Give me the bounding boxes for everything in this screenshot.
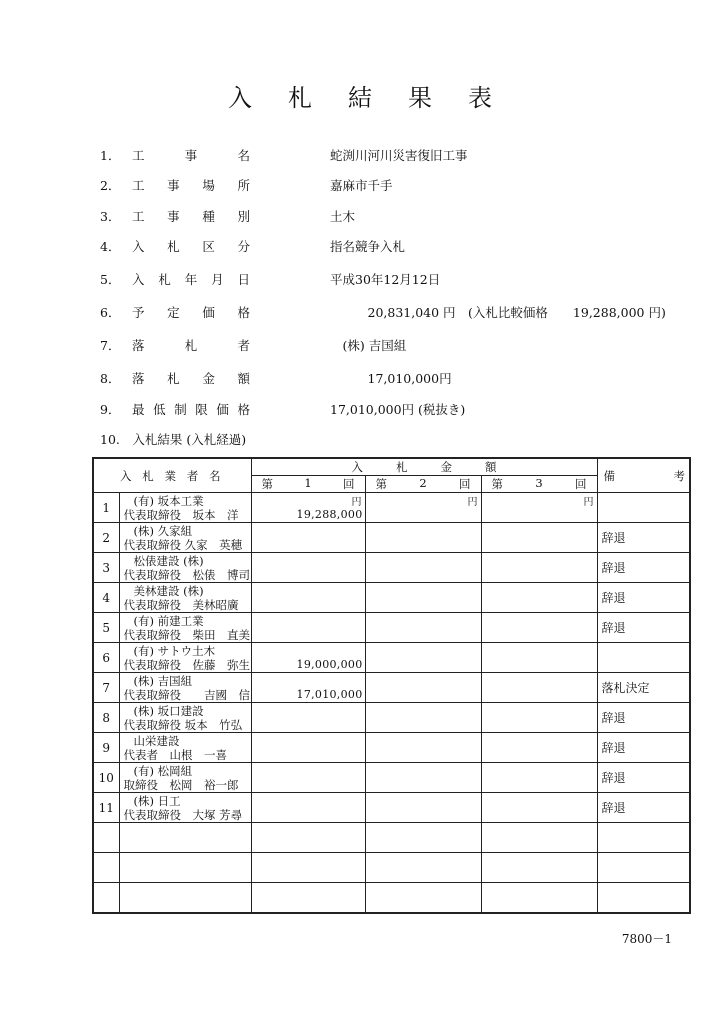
info-row	[100, 176, 700, 196]
remarks	[597, 493, 690, 523]
info-row	[100, 237, 700, 257]
remarks	[597, 853, 690, 883]
remarks: 辞退	[597, 613, 690, 643]
remarks: 落札決定	[597, 673, 690, 703]
row-number: 1	[93, 493, 119, 523]
bid-amount-round-1	[251, 703, 365, 733]
company-name: (株) 吉国組	[133, 673, 193, 688]
bid-value: 17,010,000	[296, 688, 363, 701]
info-number: 2．	[100, 178, 121, 193]
bid-amount-round-3	[481, 643, 597, 673]
table-row	[93, 703, 690, 733]
representative-name: 代表取締役 美林昭廣	[123, 597, 239, 612]
remarks	[597, 643, 690, 673]
bid-amount-round-3	[481, 823, 597, 853]
row-number	[93, 883, 119, 913]
info-number: 4．	[100, 239, 121, 254]
info-label: 工 事 場 所	[132, 178, 250, 193]
bid-amount-round-1	[251, 523, 365, 553]
info-row	[100, 207, 700, 227]
col-header-company: 入 札 業 者 名	[93, 458, 251, 493]
yen-unit: 円	[351, 497, 362, 508]
row-number: 6	[93, 643, 119, 673]
bid-amount-round-1	[251, 733, 365, 763]
bidder-name	[119, 523, 251, 553]
row-number: 8	[93, 703, 119, 733]
info-value: (株) 吉国組	[330, 338, 407, 353]
footer-code: 7800－1	[621, 932, 672, 946]
info-value: 嘉麻市千手	[330, 178, 393, 193]
representative-name: 代表取締役 佐藤 弥生	[123, 657, 250, 672]
company-name: (株) 日工	[133, 793, 181, 808]
company-name: 松俵建設 (株)	[133, 553, 204, 568]
bid-amount-round-1	[251, 613, 365, 643]
bid-amount-round-1	[251, 643, 365, 673]
info-value: 指名競争入札	[330, 239, 406, 254]
bid-amount-round-3	[481, 853, 597, 883]
info-label: 入 札 年 月 日	[132, 272, 250, 287]
table-row	[93, 613, 690, 643]
table-row	[93, 553, 690, 583]
representative-name: 代表者 山根 一喜	[123, 747, 227, 762]
row-number	[93, 853, 119, 883]
remarks: 辞退	[597, 553, 690, 583]
info-row	[100, 400, 700, 420]
bid-amount-round-3	[481, 673, 597, 703]
bidder-name	[119, 763, 251, 793]
representative-name: 取締役 松岡 裕一郎	[123, 777, 239, 792]
table-row	[93, 493, 690, 523]
bidder-name	[119, 703, 251, 733]
company-name: 山栄建設	[133, 733, 180, 748]
company-name: (有) 坂本工業	[133, 493, 204, 508]
table-row	[93, 583, 690, 613]
bid-amount-round-3	[481, 613, 597, 643]
col-header-amount: 入 札 金 額	[251, 458, 597, 476]
col-header-round-2: 第 2 回	[365, 476, 481, 493]
table-row	[93, 763, 690, 793]
bidder-name	[119, 883, 251, 913]
info-row	[100, 270, 700, 290]
info-value: 土木	[330, 209, 356, 224]
bid-amount-round-1	[251, 493, 365, 523]
info-number: 6．	[100, 305, 121, 320]
remarks	[597, 823, 690, 853]
table-row	[93, 643, 690, 673]
remarks: 辞退	[597, 793, 690, 823]
page-title: 入札結果表	[228, 84, 528, 112]
info-value: 17,010,000円	[330, 371, 452, 386]
bid-amount-round-2	[365, 523, 481, 553]
row-number: 9	[93, 733, 119, 763]
bid-value: 19,288,000	[296, 508, 363, 521]
bid-amount-round-2	[365, 793, 481, 823]
company-name: (株) 坂口建設	[133, 703, 204, 718]
bid-amount-round-3	[481, 883, 597, 913]
bidder-name	[119, 793, 251, 823]
representative-name: 代表取締役 坂本 洋	[123, 507, 239, 522]
bid-amount-round-2	[365, 643, 481, 673]
yen-unit: 円	[583, 497, 594, 508]
bid-value: 19,000,000	[296, 658, 363, 671]
info-number: 1．	[100, 148, 121, 163]
info-label: 最 低 制 限 価 格	[132, 402, 250, 417]
bid-amount-round-2	[365, 553, 481, 583]
bidder-name	[119, 493, 251, 523]
bid-amount-round-2	[365, 853, 481, 883]
col-header-round-1: 第 1 回	[251, 476, 365, 493]
representative-name: 代表取締役 吉國 信	[123, 687, 250, 702]
info-label: 入 札 区 分	[132, 239, 250, 254]
bidder-name	[119, 733, 251, 763]
representative-name: 代表取締役 大塚 芳尋	[123, 807, 243, 822]
info-value: 20,831,040 円 (入札比較価格 19,288,000 円)	[330, 305, 666, 320]
info-row	[100, 303, 700, 323]
section-10-heading: 10. 入札結果 (入札経過)	[100, 432, 247, 447]
bidder-name	[119, 673, 251, 703]
company-name: 美林建設 (株)	[133, 583, 204, 598]
bid-amount-round-2	[365, 673, 481, 703]
bid-amount-round-1	[251, 883, 365, 913]
remarks: 辞退	[597, 733, 690, 763]
col-header-round-3: 第 3 回	[481, 476, 597, 493]
bid-amount-round-3	[481, 793, 597, 823]
info-number: 8．	[100, 371, 121, 386]
bid-amount-round-3	[481, 763, 597, 793]
bidder-name	[119, 643, 251, 673]
bid-amount-round-3	[481, 733, 597, 763]
table-row	[93, 883, 690, 913]
bid-amount-round-1	[251, 553, 365, 583]
representative-name: 代表取締役 柴田 直美	[123, 627, 250, 642]
info-label: 予 定 価 格	[132, 305, 250, 320]
bid-amount-round-1	[251, 583, 365, 613]
info-number: 3．	[100, 209, 121, 224]
bid-amount-round-2	[365, 493, 481, 523]
bid-amount-round-2	[365, 763, 481, 793]
row-number: 2	[93, 523, 119, 553]
info-label: 工 事 名	[132, 148, 250, 163]
bidder-name	[119, 583, 251, 613]
table-row	[93, 673, 690, 703]
row-number: 11	[93, 793, 119, 823]
company-name: (株) 久家組	[133, 523, 193, 538]
bidder-name	[119, 853, 251, 883]
bid-amount-round-3	[481, 493, 597, 523]
remarks: 辞退	[597, 583, 690, 613]
info-label: 落 札 者	[132, 338, 250, 353]
bid-amount-round-1	[251, 823, 365, 853]
company-name: (有) サトウ土木	[133, 643, 216, 658]
table-row	[93, 823, 690, 853]
company-name: (有) 松岡組	[133, 763, 193, 778]
info-value: 平成30年12月12日	[330, 272, 441, 287]
bid-amount-round-1	[251, 793, 365, 823]
bidder-name	[119, 823, 251, 853]
representative-name: 代表取締役 坂本 竹弘	[123, 717, 243, 732]
bid-amount-round-3	[481, 703, 597, 733]
bid-results-table	[92, 457, 691, 914]
bid-amount-round-2	[365, 703, 481, 733]
info-value: 蛇渕川河川災害復旧工事	[330, 148, 468, 163]
yen-unit: 円	[467, 497, 478, 508]
bid-amount-round-1	[251, 673, 365, 703]
bid-amount-round-3	[481, 523, 597, 553]
bid-amount-round-2	[365, 613, 481, 643]
remarks	[597, 883, 690, 913]
row-number	[93, 823, 119, 853]
representative-name: 代表取締役 松俵 博司	[123, 567, 250, 582]
bidder-name	[119, 553, 251, 583]
table-row	[93, 523, 690, 553]
col-header-note: 備 考	[597, 458, 690, 493]
bid-amount-round-3	[481, 553, 597, 583]
row-number: 5	[93, 613, 119, 643]
remarks: 辞退	[597, 763, 690, 793]
bid-amount-round-2	[365, 883, 481, 913]
bid-amount-round-1	[251, 763, 365, 793]
bid-amount-round-2	[365, 823, 481, 853]
row-number: 10	[93, 763, 119, 793]
info-row	[100, 336, 700, 356]
remarks: 辞退	[597, 523, 690, 553]
row-number: 3	[93, 553, 119, 583]
info-number: 5．	[100, 272, 121, 287]
bid-amount-round-2	[365, 583, 481, 613]
bid-amount-round-1	[251, 853, 365, 883]
info-value: 17,010,000円 (税抜き)	[330, 402, 466, 417]
table-row	[93, 733, 690, 763]
row-number: 7	[93, 673, 119, 703]
table-row	[93, 793, 690, 823]
info-label: 落 札 金 額	[132, 371, 250, 386]
info-row	[100, 146, 700, 166]
bid-amount-round-3	[481, 583, 597, 613]
bidder-name	[119, 613, 251, 643]
remarks: 辞退	[597, 703, 690, 733]
info-number: 7．	[100, 338, 121, 353]
row-number: 4	[93, 583, 119, 613]
table-row	[93, 853, 690, 883]
info-row	[100, 369, 700, 389]
bid-amount-round-2	[365, 733, 481, 763]
company-name: (有) 前建工業	[133, 613, 204, 628]
info-label: 工 事 種 別	[132, 209, 250, 224]
representative-name: 代表取締役 久家 英穂	[123, 537, 243, 552]
info-number: 9．	[100, 402, 121, 417]
